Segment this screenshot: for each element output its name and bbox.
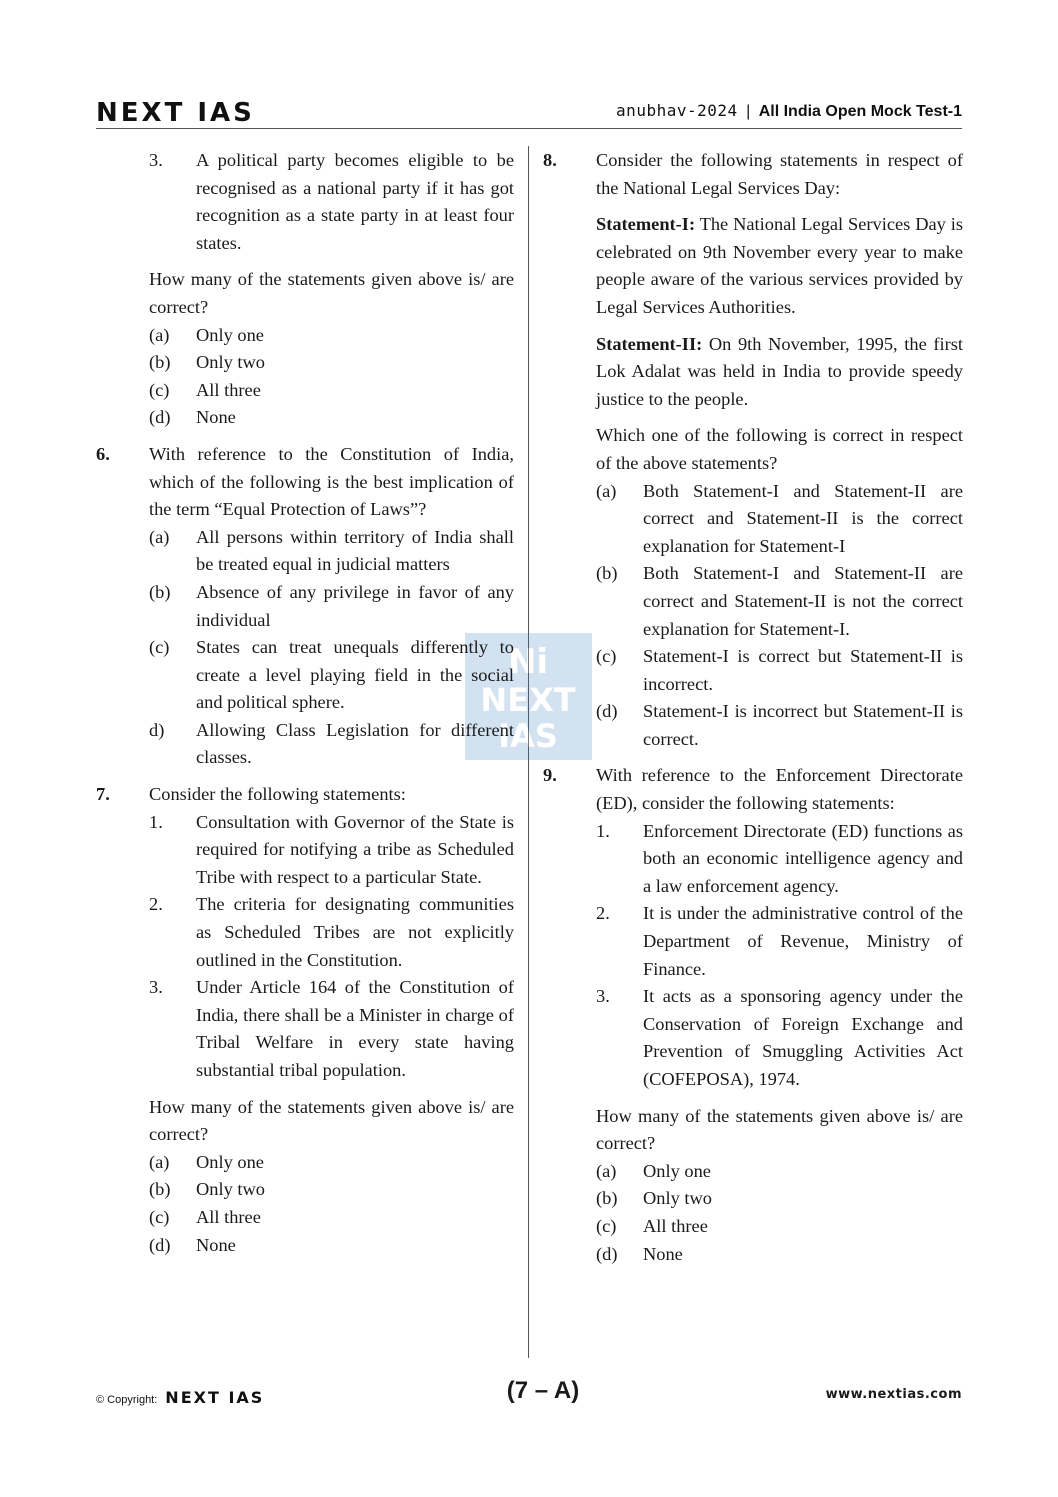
option-d[interactable] bbox=[149, 404, 514, 432]
option-text: Only two bbox=[196, 1179, 265, 1200]
statement bbox=[596, 900, 963, 983]
question-number: 9. bbox=[543, 765, 557, 786]
statement-2-label: Statement-II: bbox=[596, 333, 703, 354]
option-label: (b) bbox=[149, 1179, 171, 1200]
question-prompt: How many of the statements given above is/ are correct? bbox=[149, 269, 514, 317]
header-separator: | bbox=[746, 103, 751, 120]
option-b[interactable] bbox=[596, 1185, 963, 1213]
statement-1-label: Statement-I: bbox=[596, 214, 696, 235]
statement-1-text: The National Legal Services Day is celebrated on 9th November every year to make people aware of the various services provided by Legal Services Authorities. bbox=[596, 214, 963, 317]
test-name: All India Open Mock Test-1 bbox=[758, 103, 962, 120]
statement-text: A political party becomes eligible to be recognised as a national party if it has got recognition as a state party in at least four states. bbox=[196, 150, 514, 253]
left-column bbox=[96, 147, 514, 1259]
option-c[interactable] bbox=[596, 1213, 963, 1241]
option-b[interactable] bbox=[596, 560, 963, 643]
option-text: Allowing Class Legislation for different classes. bbox=[196, 719, 514, 768]
footer-brand: NEXT IAS bbox=[165, 1388, 265, 1407]
question-number: 7. bbox=[96, 784, 110, 805]
option-d[interactable] bbox=[149, 1232, 514, 1260]
option-label: (d) bbox=[149, 407, 171, 428]
statement-number: 2. bbox=[149, 894, 163, 915]
option-text: All three bbox=[196, 379, 261, 400]
option-c[interactable] bbox=[596, 643, 963, 698]
question-prompt: Which one of the following is correct in respect of the above statements? bbox=[596, 425, 963, 473]
question-text: Consider the following statements: bbox=[149, 784, 406, 805]
edition-name: anubhav-2024 bbox=[616, 101, 738, 120]
option-label: (a) bbox=[596, 480, 617, 501]
statement-text: The criteria for designating communities as Scheduled Tribes are not explicitly outlined in the Constitution. bbox=[196, 894, 514, 970]
footer-website: www.nextias.com bbox=[825, 1387, 962, 1402]
option-a[interactable] bbox=[149, 322, 514, 350]
option-label: (b) bbox=[596, 563, 618, 584]
option-text: Only one bbox=[196, 1151, 264, 1172]
option-c[interactable] bbox=[149, 1204, 514, 1232]
copyright-label: © Copyright: bbox=[96, 1394, 158, 1406]
option-label: (d) bbox=[596, 701, 618, 722]
option-d[interactable] bbox=[596, 1241, 963, 1269]
watermark-line-2: NEXT bbox=[480, 681, 576, 719]
option-label: (c) bbox=[149, 637, 170, 658]
option-text: States can treat unequals differently to create a level playing field in the social and political sphere. bbox=[196, 637, 514, 713]
option-b[interactable] bbox=[149, 1176, 514, 1204]
option-a[interactable] bbox=[596, 1158, 963, 1186]
header-rule bbox=[96, 128, 962, 129]
option-label: (b) bbox=[596, 1188, 618, 1209]
statement bbox=[149, 147, 514, 257]
question-text: With reference to the Enforcement Directorate (ED), consider the following statements: bbox=[596, 765, 963, 814]
option-text: Only two bbox=[196, 352, 265, 373]
option-text: Statement-I is incorrect but Statement-II is correct. bbox=[643, 701, 963, 749]
option-text: Both Statement-I and Statement-II are correct and Statement-II is not the correct explanation for Statement-I. bbox=[643, 563, 963, 639]
statement-1 bbox=[596, 211, 963, 321]
option-text: Only one bbox=[643, 1160, 711, 1181]
option-d[interactable] bbox=[149, 717, 514, 772]
statement-number: 1. bbox=[149, 811, 163, 832]
option-label: (a) bbox=[149, 324, 170, 345]
option-c[interactable] bbox=[149, 377, 514, 405]
question-prompt: How many of the statements given above is/ are correct? bbox=[149, 1096, 514, 1145]
question-6 bbox=[96, 441, 514, 772]
option-label: (a) bbox=[149, 1151, 170, 1172]
statement-number: 3. bbox=[149, 150, 163, 170]
logo: NEXT IAS bbox=[96, 98, 255, 128]
question-8 bbox=[543, 147, 963, 753]
option-a[interactable] bbox=[149, 1149, 514, 1177]
statement bbox=[149, 809, 514, 892]
question-text: Consider the following statements in respect of the National Legal Services Day: bbox=[596, 150, 963, 198]
option-text: Statement-I is correct but Statement-II is incorrect. bbox=[643, 646, 963, 694]
option-label: (a) bbox=[596, 1160, 617, 1181]
option-text: All three bbox=[643, 1215, 708, 1236]
option-c[interactable] bbox=[149, 634, 514, 717]
statement-number: 3. bbox=[149, 977, 163, 998]
statement-number: 1. bbox=[596, 820, 610, 841]
question-prompt: How many of the statements given above is/ are correct? bbox=[596, 1105, 963, 1154]
question-number: 6. bbox=[96, 443, 110, 464]
question-number: 8. bbox=[543, 150, 557, 170]
statement bbox=[149, 974, 514, 1084]
statement-text: Enforcement Directorate (ED) functions as both an economic intelligence agency and a law enforcement agency. bbox=[643, 820, 963, 896]
option-label: (c) bbox=[149, 1206, 170, 1227]
option-text: Only one bbox=[196, 324, 264, 345]
option-a[interactable] bbox=[149, 524, 514, 579]
option-label: (c) bbox=[596, 646, 617, 667]
watermark-line-3: IAS bbox=[498, 717, 558, 755]
option-label: (c) bbox=[149, 379, 170, 400]
option-text: Only two bbox=[643, 1188, 712, 1209]
statement-text: It acts as a sponsoring agency under the Conservation of Foreign Exchange and Prevention of Smuggling Activities Act (COFEPOSA), 1974. bbox=[643, 986, 963, 1089]
option-text: Both Statement-I and Statement-II are correct and Statement-II is the correct explanation for Statement-I bbox=[643, 480, 963, 556]
option-label: (b) bbox=[149, 352, 171, 373]
question-9 bbox=[543, 762, 963, 1268]
option-label: (c) bbox=[596, 1215, 617, 1236]
option-label: (a) bbox=[149, 526, 170, 547]
option-d[interactable] bbox=[596, 698, 963, 753]
statement-text: Consultation with Governor of the State is required for notifying a tribe as Scheduled Tribe with respect to a particular State. bbox=[196, 811, 514, 887]
question-text: With reference to the Constitution of India, which of the following is the best implication of the term “Equal Protection of Laws”? bbox=[149, 443, 514, 520]
statement-number: 2. bbox=[596, 903, 610, 924]
option-label: (d) bbox=[596, 1243, 618, 1264]
option-b[interactable] bbox=[149, 349, 514, 377]
page-number-text: (7 – A) bbox=[506, 1377, 580, 1404]
watermark-line-1: Ni bbox=[507, 642, 549, 682]
option-a[interactable] bbox=[596, 478, 963, 561]
statement-text: Under Article 164 of the Constitution of India, there shall be a Minister in charge of Tribal Welfare in every state having substantial tribal population. bbox=[196, 977, 514, 1080]
question-7 bbox=[96, 781, 514, 1259]
option-text: Absence of any privilege in favor of any individual bbox=[196, 581, 514, 630]
statement-2-text: On 9th November, 1995, the first Lok Adalat was held in India to provide speedy justice to the people. bbox=[596, 333, 963, 409]
statement bbox=[596, 818, 963, 901]
right-column bbox=[543, 147, 963, 1268]
option-b[interactable] bbox=[149, 579, 514, 634]
statement-text: It is under the administrative control of the Department of Revenue, Ministry of Finance. bbox=[643, 903, 963, 979]
option-text: None bbox=[196, 407, 236, 428]
option-text: None bbox=[643, 1243, 683, 1264]
statement bbox=[149, 891, 514, 974]
option-text: All three bbox=[196, 1206, 261, 1227]
option-label: (b) bbox=[149, 581, 171, 602]
option-label: (d) bbox=[149, 1234, 171, 1255]
option-text: None bbox=[196, 1234, 236, 1255]
statement bbox=[596, 983, 963, 1093]
statement-number: 3. bbox=[596, 986, 610, 1007]
question-5-continued bbox=[96, 147, 514, 432]
option-label: d) bbox=[149, 719, 165, 740]
option-text: All persons within territory of India shall be treated equal in judicial matters bbox=[196, 526, 514, 575]
statement-2 bbox=[596, 331, 963, 414]
header-test-title bbox=[616, 101, 962, 121]
